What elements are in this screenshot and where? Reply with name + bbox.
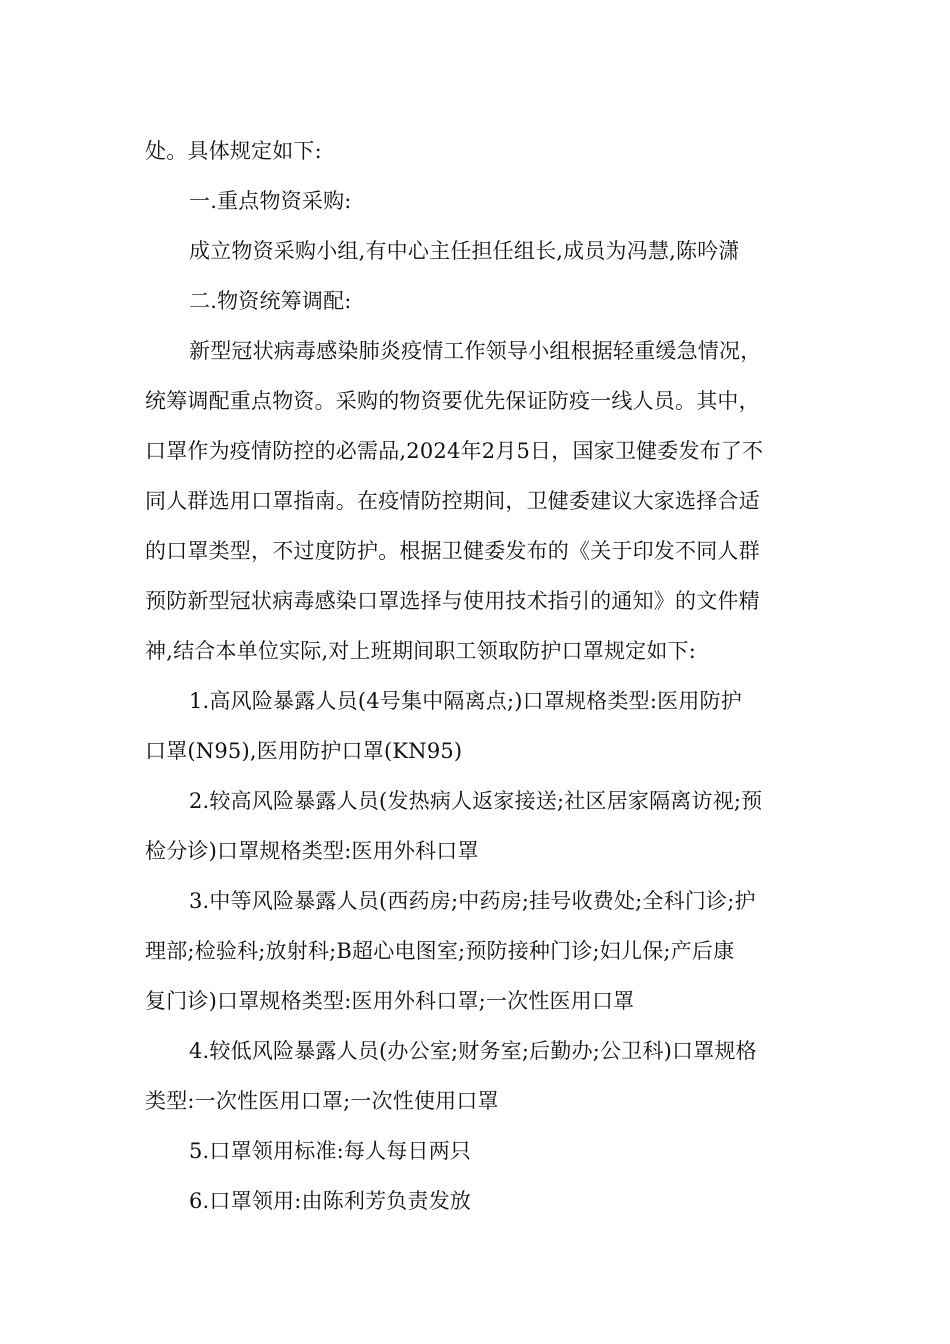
paragraph — [145, 326, 810, 676]
text-line: 神,结合本单位实际,对上班期间职工领取防护口罩规定如下: — [145, 639, 697, 663]
text-line: 二.物资统筹调配: — [189, 289, 352, 313]
paragraph — [145, 276, 810, 326]
paragraph — [145, 876, 810, 1026]
text-line: 2.较高风险暴露人员(发热病人返家接送;社区居家隔离访视;预 — [189, 789, 763, 813]
text-line: 成立物资采购小组,有中心主任担任组长,成员为冯慧,陈吟潇 — [189, 239, 740, 263]
text-line: 4.较低风险暴露人员(办公室;财务室;后勤办;公卫科)口罩规格 — [189, 1039, 757, 1063]
text-line: 1.高风险暴露人员(4号集中隔离点;)口罩规格类型:医用防护 — [189, 689, 742, 713]
text-line: 3.中等风险暴露人员(西药房;中药房;挂号收费处;全科门诊;护 — [189, 889, 756, 913]
text-line: 口罩作为疫情防控的必需品,2024年2月5日，国家卫健委发布了不 — [145, 439, 764, 463]
text-line: 新型冠状病毒感染肺炎疫情工作领导小组根据轻重缓急情况， — [189, 339, 762, 363]
paragraph — [145, 1026, 810, 1126]
text-line: 6.口罩领用:由陈利芳负责发放 — [189, 1189, 472, 1213]
paragraph — [145, 126, 810, 176]
text-line: 口罩(N95),医用防护口罩(KN95) — [145, 739, 463, 763]
text-line: 预防新型冠状病毒感染口罩选择与使用技术指引的通知》的文件精 — [145, 589, 760, 613]
paragraph — [145, 776, 810, 876]
text-line: 类型:一次性医用口罩;一次性使用口罩 — [145, 1089, 499, 1113]
text-line: 检分诊)口罩规格类型:医用外科口罩 — [145, 839, 479, 863]
document-body — [145, 126, 810, 1226]
paragraph — [145, 226, 810, 276]
text-line: 同人群选用口罩指南。在疫情防控期间，卫健委建议大家选择合适 — [145, 489, 760, 513]
text-line: 5.口罩领用标准:每人每日两只 — [189, 1139, 472, 1163]
text-line: 的口罩类型，不过度防护。根据卫健委发布的《关于印发不同人群 — [145, 539, 760, 563]
text-line: 理部;检验科;放射科;B超心电图室;预防接种门诊;妇儿保;产后康 — [145, 939, 735, 963]
paragraph — [145, 176, 810, 226]
text-line: 处。具体规定如下: — [145, 139, 322, 163]
paragraph — [145, 1126, 810, 1176]
paragraph — [145, 676, 810, 776]
paragraph — [145, 1176, 810, 1226]
text-line: 一.重点物资采购: — [189, 189, 352, 213]
text-line: 复门诊)口罩规格类型:医用外科口罩;一次性医用口罩 — [145, 989, 635, 1013]
text-line: 统筹调配重点物资。采购的物资要优先保证防疫一线人员。其中， — [145, 389, 760, 413]
